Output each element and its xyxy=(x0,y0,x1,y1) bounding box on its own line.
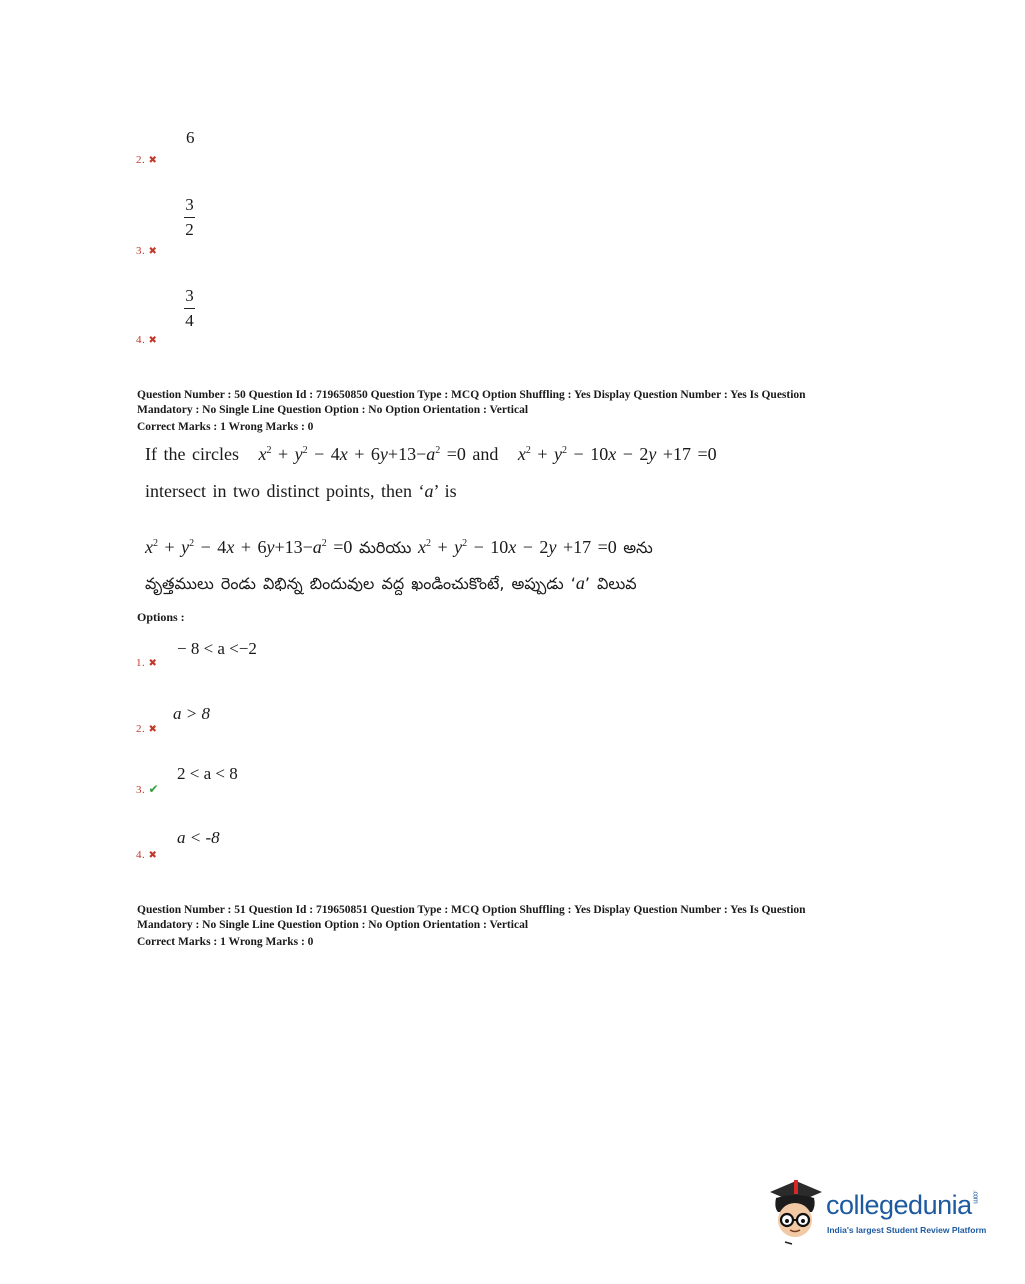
brand-name-text: collegedunia xyxy=(826,1190,972,1220)
option-2-label xyxy=(136,154,157,166)
equation-circle-2-te: $x^2 + y^2 - 10x - 2y +17 =0$ xyxy=(417,537,617,557)
wrong-mark-icon: ✖ xyxy=(148,850,158,861)
fraction-bar xyxy=(184,308,195,309)
wrong-mark-icon: ✖ xyxy=(148,658,158,669)
collegedunia-logo xyxy=(766,1178,991,1248)
telugu-and: మరియు xyxy=(358,538,412,557)
option-number: 2. xyxy=(136,154,146,166)
option-4-expression: a < -8 xyxy=(177,828,220,847)
marks-line: Correct Marks : 1 Wrong Marks : 0 xyxy=(137,936,314,948)
question-text-end: ’ is xyxy=(433,481,457,501)
variable-a-te: a xyxy=(575,573,585,593)
option-number: 3. xyxy=(136,245,146,257)
question-51-metadata xyxy=(137,903,887,950)
meta-line-2: Mandatory : No Single Line Question Option : No Option Orientation : Vertical xyxy=(137,404,529,416)
question-50-english-line-2 xyxy=(145,481,457,502)
mascot-icon xyxy=(766,1178,824,1246)
fraction-denominator: 4 xyxy=(185,311,194,330)
fraction-bar xyxy=(184,217,195,218)
equation-circle-2: $x^2 + y^2 - 10x - 2y +17 =0$ xyxy=(517,444,717,464)
option-2-fraction xyxy=(184,196,195,238)
question-50-english-line-1 xyxy=(145,444,717,465)
option-3-expression: 2 < a < 8 xyxy=(177,764,238,783)
question-text: intersect in two distinct points, then ‘ xyxy=(145,481,425,501)
brand-tagline: India's largest Student Review Platform xyxy=(827,1225,987,1235)
option-number: 2. xyxy=(136,723,146,735)
options-label: Options : xyxy=(137,610,185,624)
question-50-telugu-line-1 xyxy=(145,537,653,561)
option-number: 4. xyxy=(136,849,146,861)
equation-circle-1: $x^2 + y^2 - 4x + 6y+13-a^2 =0$ xyxy=(258,444,466,464)
wrong-mark-icon: ✖ xyxy=(148,335,158,346)
option-2-expression: a > 8 xyxy=(173,704,210,723)
telugu-called: అను xyxy=(623,538,653,557)
option-4-label xyxy=(136,334,157,346)
option-3-label xyxy=(136,245,157,257)
telugu-text: వృత్తములు రెండు విభిన్న బిందువుల వద్ద ఖండించుకొంటే, అప్పుడు ‘ xyxy=(145,574,576,593)
question-50-telugu-line-2 xyxy=(145,573,637,597)
brand-name xyxy=(826,1190,979,1221)
meta-line-1: Question Number : 50 Question Id : 719650850 Question Type : MCQ Option Shuffling : Yes Display Question Number : Yes Is Question xyxy=(137,389,806,401)
option-3-fraction xyxy=(184,287,195,329)
option-2-label xyxy=(136,723,157,735)
correct-check-icon: ✔ xyxy=(148,782,160,796)
fraction-numerator: 3 xyxy=(185,195,194,214)
meta-line-2: Mandatory : No Single Line Question Option : No Option Orientation : Vertical xyxy=(137,919,529,931)
meta-line-1: Question Number : 51 Question Id : 719650851 Question Type : MCQ Option Shuffling : Yes Display Question Number : Yes Is Question xyxy=(137,904,806,916)
option-1-expression: − 8 < a <−2 xyxy=(177,639,257,658)
question-50-metadata xyxy=(137,388,887,435)
option-number: 1. xyxy=(136,657,146,669)
option-4-label xyxy=(136,849,157,861)
option-1-label xyxy=(136,657,157,669)
option-1-value: 6 xyxy=(186,128,195,147)
marks-line: Correct Marks : 1 Wrong Marks : 0 xyxy=(137,421,314,433)
fraction-numerator: 3 xyxy=(185,286,194,305)
question-intro: If the circles xyxy=(145,444,239,464)
option-number: 3. xyxy=(136,784,146,796)
wrong-mark-icon: ✖ xyxy=(148,246,158,257)
telugu-text-end: ’ విలువ xyxy=(584,574,637,593)
wrong-mark-icon: ✖ xyxy=(148,155,158,166)
variable-a: a xyxy=(424,481,434,501)
wrong-mark-icon: ✖ xyxy=(148,724,158,735)
brand-suffix: .com xyxy=(971,1190,979,1204)
option-3-label xyxy=(136,782,159,797)
option-number: 4. xyxy=(136,334,146,346)
conjunction-and: and xyxy=(472,444,499,464)
equation-circle-1-te: $x^2 + y^2 - 4x + 6y+13-a^2 =0$ xyxy=(145,537,353,557)
fraction-denominator: 2 xyxy=(185,220,194,239)
